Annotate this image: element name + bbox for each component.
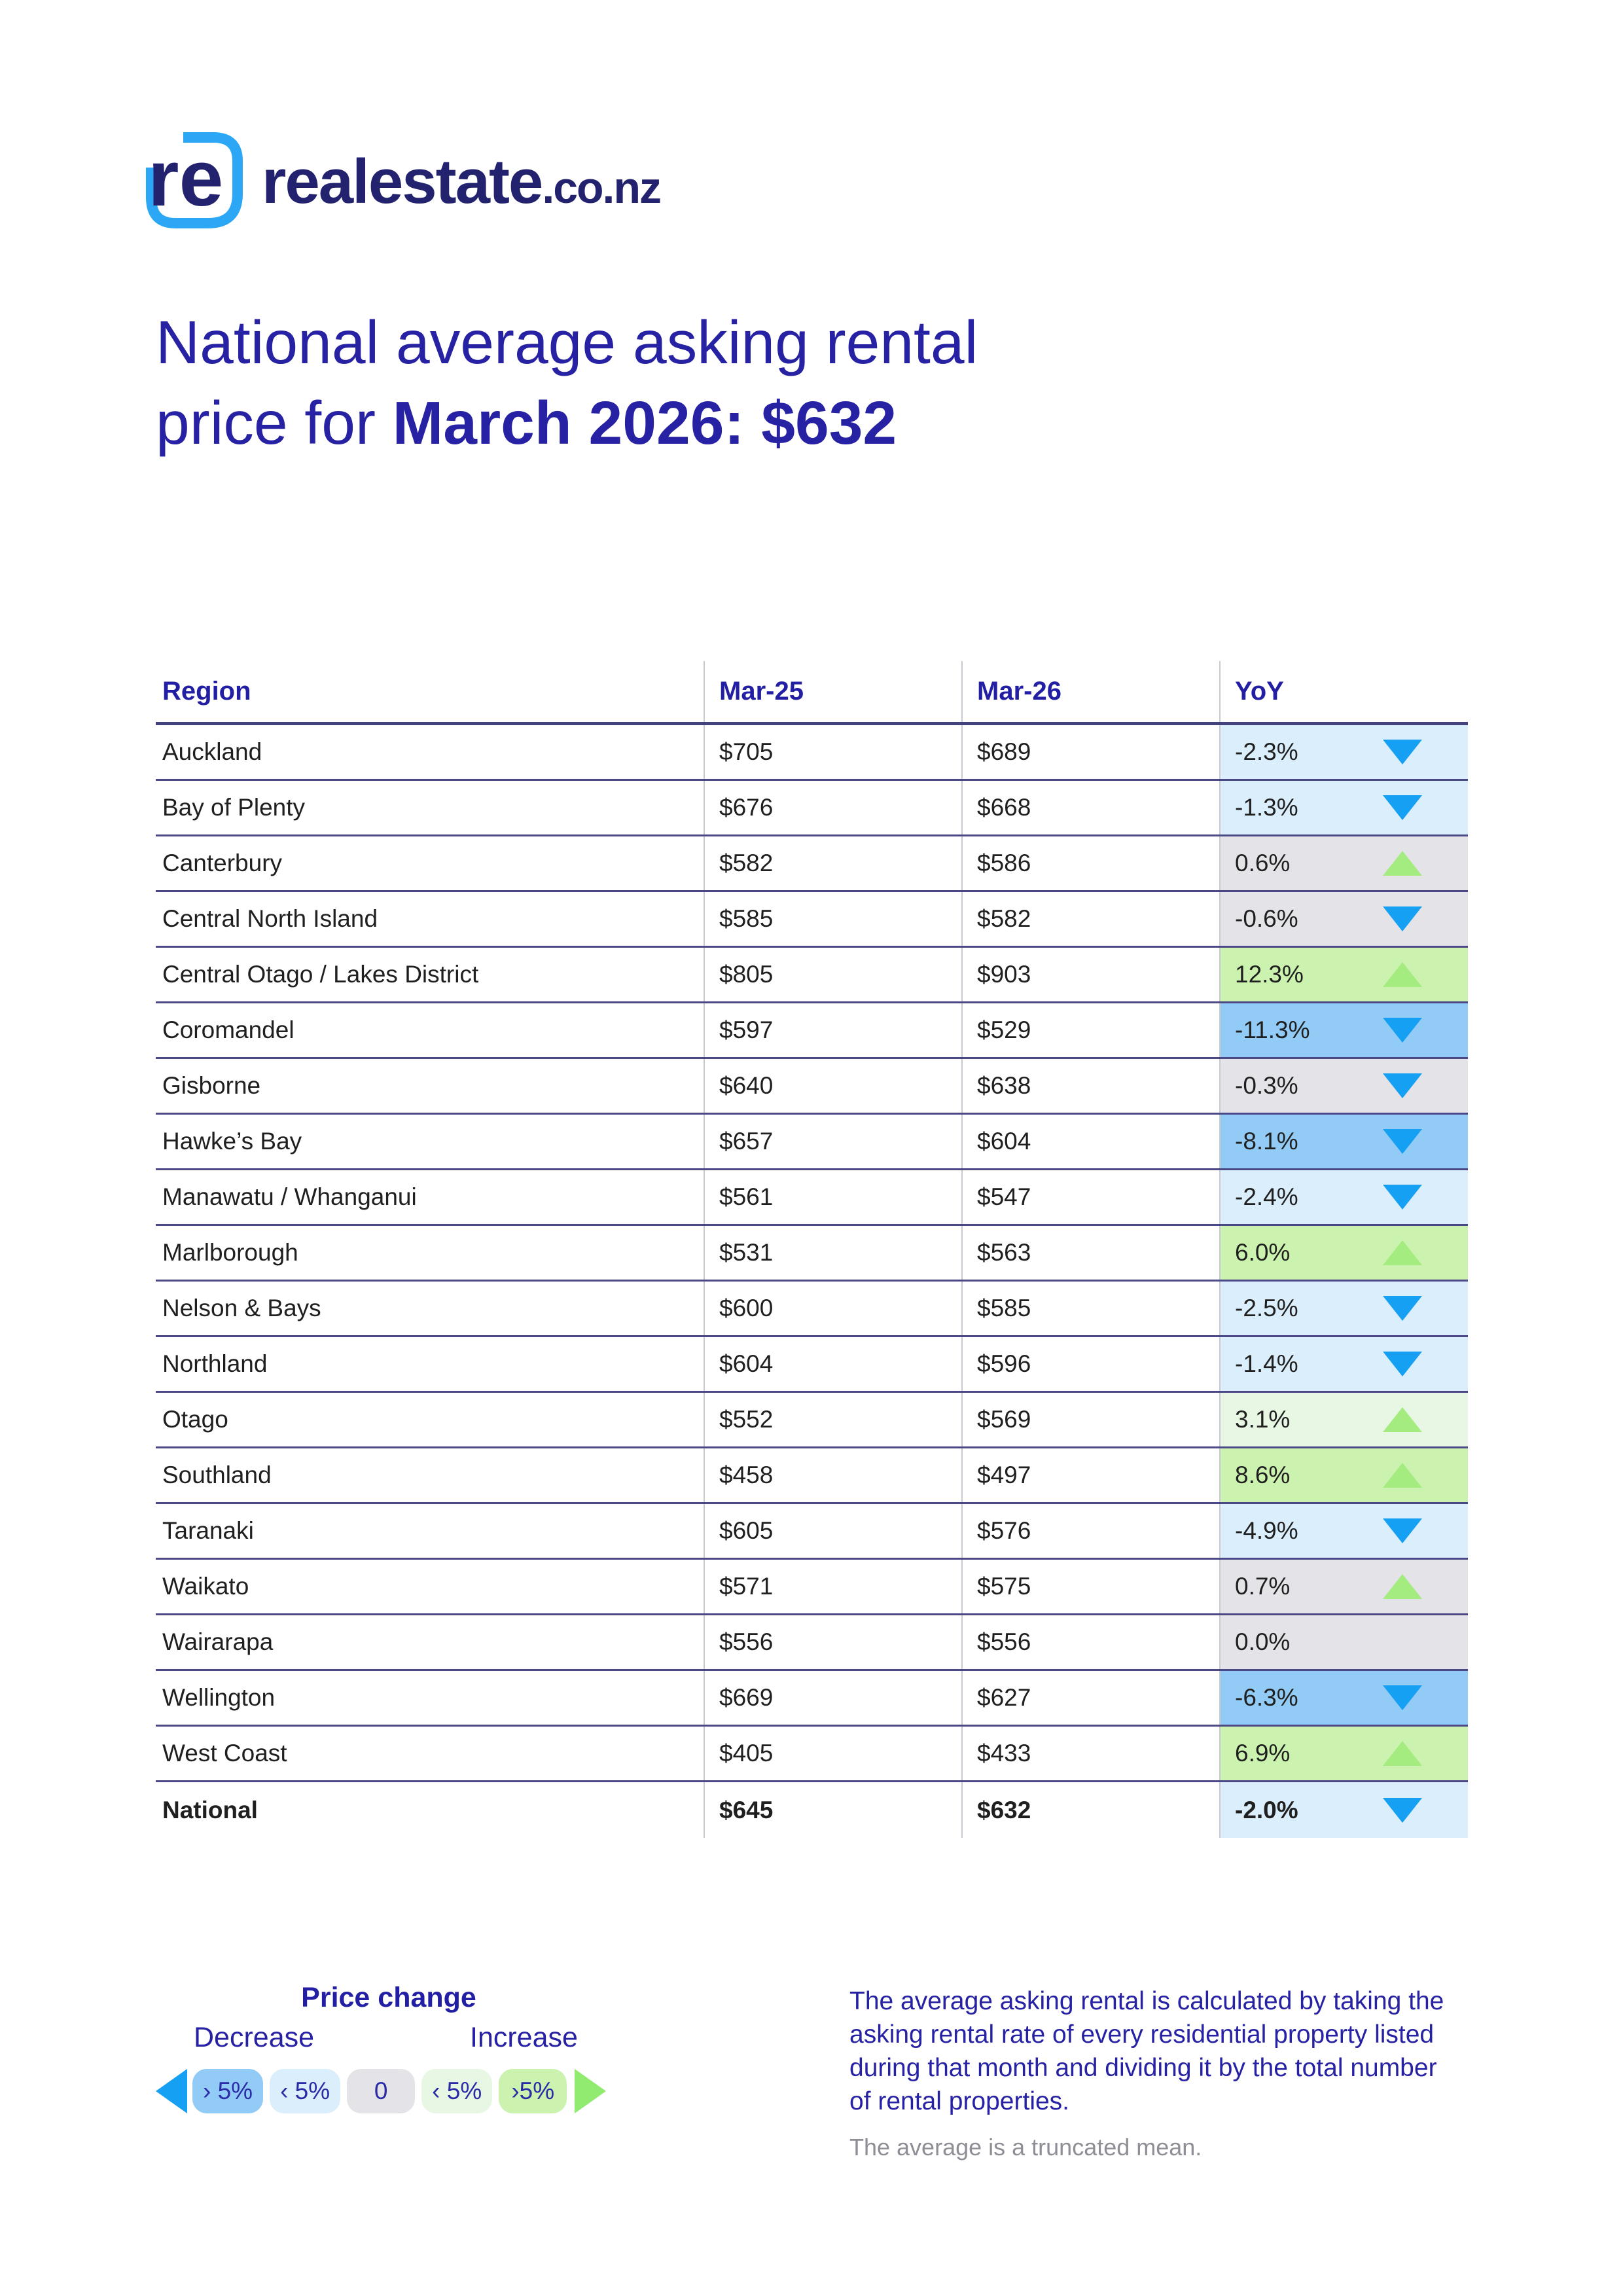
mar26-cell: $627 — [963, 1671, 1221, 1725]
legend-increase-label: Increase — [470, 2022, 578, 2053]
region-cell: West Coast — [156, 1727, 705, 1780]
yoy-down-arrow-icon — [1383, 1798, 1422, 1823]
legend-pill: › 5% — [192, 2069, 263, 2113]
table-row — [156, 948, 1468, 1003]
table-row — [156, 1504, 1468, 1560]
yoy-cell — [1221, 1727, 1468, 1780]
increase-arrow-icon — [575, 2069, 606, 2113]
table-row — [156, 836, 1468, 892]
mar26-cell: $529 — [963, 1003, 1221, 1057]
region-cell: Auckland — [156, 725, 705, 779]
yoy-cell — [1221, 1282, 1468, 1335]
mar26-cell: $569 — [963, 1393, 1221, 1446]
decrease-arrow-icon — [156, 2069, 187, 2113]
column-header-yoy: YoY — [1235, 677, 1284, 706]
yoy-cell — [1221, 948, 1468, 1001]
table-row — [156, 781, 1468, 836]
yoy-value: 0.0% — [1235, 1628, 1291, 1655]
table-row — [156, 1393, 1468, 1448]
table-row — [156, 1615, 1468, 1671]
yoy-cell — [1221, 1393, 1468, 1446]
yoy-up-arrow-icon — [1383, 1407, 1422, 1432]
yoy-down-arrow-icon — [1383, 795, 1422, 820]
mar25-cell: $605 — [705, 1504, 963, 1558]
mar26-cell: $576 — [963, 1504, 1221, 1558]
rental-price-table — [156, 661, 1468, 1838]
yoy-value: -8.1% — [1235, 1128, 1298, 1155]
mar26-cell: $604 — [963, 1115, 1221, 1168]
mar25-cell: $669 — [705, 1671, 963, 1725]
yoy-cell — [1221, 1170, 1468, 1224]
yoy-up-arrow-icon — [1383, 1574, 1422, 1599]
legend-scale — [156, 2069, 653, 2113]
table-row — [156, 1282, 1468, 1337]
mar26-cell: $547 — [963, 1170, 1221, 1224]
mar25-cell: $582 — [705, 836, 963, 890]
realestate-logo — [145, 131, 660, 232]
mar26-cell: $556 — [963, 1615, 1221, 1669]
mar26-cell: $585 — [963, 1282, 1221, 1335]
yoy-cell — [1221, 725, 1468, 779]
column-header-region: Region — [156, 661, 705, 722]
legend-title: Price change — [301, 1982, 476, 2013]
yoy-cell — [1221, 1671, 1468, 1725]
table-row — [156, 1727, 1468, 1782]
yoy-cell — [1221, 1448, 1468, 1502]
mar25-cell: $405 — [705, 1727, 963, 1780]
yoy-value: -2.5% — [1235, 1295, 1298, 1321]
yoy-cell — [1221, 781, 1468, 834]
table-row — [156, 1059, 1468, 1115]
yoy-down-arrow-icon — [1383, 1685, 1422, 1710]
yoy-cell — [1221, 1615, 1468, 1669]
mar25-cell: $571 — [705, 1560, 963, 1613]
mar26-cell: $689 — [963, 725, 1221, 779]
page-title-line2: price for March 2026: $632 — [156, 389, 897, 457]
mar26-cell: $582 — [963, 892, 1221, 946]
table-row — [156, 1337, 1468, 1393]
region-cell: Northland — [156, 1337, 705, 1391]
yoy-cell — [1221, 1560, 1468, 1613]
mar25-cell: $604 — [705, 1337, 963, 1391]
yoy-up-arrow-icon — [1383, 1240, 1422, 1265]
table-row — [156, 1003, 1468, 1059]
yoy-value: 0.6% — [1235, 850, 1291, 876]
table-row — [156, 1782, 1468, 1838]
region-cell: Canterbury — [156, 836, 705, 890]
yoy-cell — [1221, 892, 1468, 946]
realestate-logo-icon — [145, 131, 243, 232]
region-cell: Waikato — [156, 1560, 705, 1613]
mar26-cell: $903 — [963, 948, 1221, 1001]
yoy-value: -0.6% — [1235, 905, 1298, 932]
mar26-cell: $497 — [963, 1448, 1221, 1502]
yoy-up-arrow-icon — [1383, 962, 1422, 987]
price-change-legend — [156, 1982, 653, 2113]
mar25-cell: $458 — [705, 1448, 963, 1502]
yoy-value: -2.4% — [1235, 1183, 1298, 1210]
region-cell: Wairarapa — [156, 1615, 705, 1669]
yoy-cell — [1221, 1003, 1468, 1057]
yoy-down-arrow-icon — [1383, 1518, 1422, 1543]
region-cell: Marlborough — [156, 1226, 705, 1280]
yoy-cell — [1221, 1115, 1468, 1168]
mar25-cell: $676 — [705, 781, 963, 834]
yoy-down-arrow-icon — [1383, 906, 1422, 931]
region-cell: Nelson & Bays — [156, 1282, 705, 1335]
yoy-value: 12.3% — [1235, 961, 1304, 988]
mar26-cell: $433 — [963, 1727, 1221, 1780]
mar25-cell: $805 — [705, 948, 963, 1001]
mar25-cell: $597 — [705, 1003, 963, 1057]
region-cell: Central North Island — [156, 892, 705, 946]
mar26-cell: $668 — [963, 781, 1221, 834]
table-row — [156, 1671, 1468, 1727]
mar26-cell: $632 — [963, 1782, 1221, 1838]
region-cell: Southland — [156, 1448, 705, 1502]
yoy-value: -1.3% — [1235, 794, 1298, 821]
mar26-cell: $575 — [963, 1560, 1221, 1613]
realestate-wordmark — [262, 146, 660, 218]
table-body — [156, 725, 1468, 1838]
footnote-main-text: The average asking rental is calculated by taking the asking rental rate of every residential property listed during that month and dividing it by the total number of rental properties. — [849, 1987, 1444, 2115]
region-cell: Coromandel — [156, 1003, 705, 1057]
mar25-cell: $556 — [705, 1615, 963, 1669]
yoy-up-arrow-icon — [1383, 1741, 1422, 1766]
yoy-cell — [1221, 1337, 1468, 1391]
legend-pill: 0 — [347, 2069, 415, 2113]
region-cell: National — [156, 1782, 705, 1838]
yoy-value: 8.6% — [1235, 1462, 1291, 1488]
table-row — [156, 1170, 1468, 1226]
region-cell: Central Otago / Lakes District — [156, 948, 705, 1001]
yoy-cell — [1221, 1226, 1468, 1280]
legend-labels — [156, 2022, 653, 2060]
table-row — [156, 725, 1468, 781]
region-cell: Bay of Plenty — [156, 781, 705, 834]
yoy-value: -2.3% — [1235, 738, 1298, 765]
svg-text:re: re — [148, 134, 224, 223]
legend-pills — [192, 2069, 573, 2113]
footnote-sub-text: The average is a truncated mean. — [849, 2134, 1202, 2161]
page-title-highlight: March 2026: $632 — [392, 389, 897, 457]
yoy-value: -2.0% — [1235, 1796, 1298, 1823]
mar25-cell: $552 — [705, 1393, 963, 1446]
mar25-cell: $657 — [705, 1115, 963, 1168]
mar25-cell: $531 — [705, 1226, 963, 1280]
region-cell: Gisborne — [156, 1059, 705, 1113]
yoy-down-arrow-icon — [1383, 1185, 1422, 1210]
legend-pill: ‹ 5% — [270, 2069, 340, 2113]
table-row — [156, 1226, 1468, 1282]
yoy-value: -0.3% — [1235, 1072, 1298, 1099]
yoy-down-arrow-icon — [1383, 1296, 1422, 1321]
yoy-cell — [1221, 1504, 1468, 1558]
legend-decrease-label: Decrease — [194, 2022, 315, 2053]
yoy-value: 0.7% — [1235, 1573, 1291, 1600]
mar26-cell: $638 — [963, 1059, 1221, 1113]
mar25-cell: $561 — [705, 1170, 963, 1224]
region-cell: Hawke’s Bay — [156, 1115, 705, 1168]
yoy-value: -4.9% — [1235, 1517, 1298, 1544]
mar25-cell: $600 — [705, 1282, 963, 1335]
mar26-cell: $563 — [963, 1226, 1221, 1280]
region-cell: Manawatu / Whanganui — [156, 1170, 705, 1224]
table-row — [156, 1115, 1468, 1170]
yoy-down-arrow-icon — [1383, 1129, 1422, 1154]
mar26-cell: $586 — [963, 836, 1221, 890]
footnote — [849, 1984, 1458, 2161]
yoy-down-arrow-icon — [1383, 740, 1422, 764]
mar25-cell: $705 — [705, 725, 963, 779]
yoy-value: 6.9% — [1235, 1740, 1291, 1767]
mar25-cell: $640 — [705, 1059, 963, 1113]
yoy-value: 3.1% — [1235, 1406, 1291, 1433]
mar25-cell: $645 — [705, 1782, 963, 1838]
mar25-cell: $585 — [705, 892, 963, 946]
mar26-cell: $596 — [963, 1337, 1221, 1391]
page-title — [156, 302, 978, 463]
table-header-row — [156, 661, 1468, 725]
yoy-up-arrow-icon — [1383, 851, 1422, 876]
legend-pill: ›5% — [499, 2069, 567, 2113]
yoy-value: -1.4% — [1235, 1350, 1298, 1377]
yoy-down-arrow-icon — [1383, 1073, 1422, 1098]
table-row — [156, 1448, 1468, 1504]
yoy-cell — [1221, 1059, 1468, 1113]
region-cell: Wellington — [156, 1671, 705, 1725]
yoy-down-arrow-icon — [1383, 1018, 1422, 1043]
logo-brand-text: realestate — [262, 146, 543, 217]
yoy-value: -6.3% — [1235, 1684, 1298, 1711]
region-cell: Taranaki — [156, 1504, 705, 1558]
logo-tld-text: .co.nz — [542, 162, 660, 213]
legend-pill: ‹ 5% — [421, 2069, 492, 2113]
page-title-line1: National average asking rental — [156, 308, 978, 376]
yoy-cell — [1221, 1782, 1468, 1838]
yoy-value: -11.3% — [1235, 1016, 1310, 1043]
region-cell: Otago — [156, 1393, 705, 1446]
table-row — [156, 1560, 1468, 1615]
table-row — [156, 892, 1468, 948]
column-header-mar26: Mar-26 — [963, 661, 1221, 722]
yoy-up-arrow-icon — [1383, 1463, 1422, 1488]
yoy-down-arrow-icon — [1383, 1352, 1422, 1376]
yoy-value: 6.0% — [1235, 1239, 1291, 1266]
column-header-mar25: Mar-25 — [705, 661, 963, 722]
yoy-cell — [1221, 836, 1468, 890]
